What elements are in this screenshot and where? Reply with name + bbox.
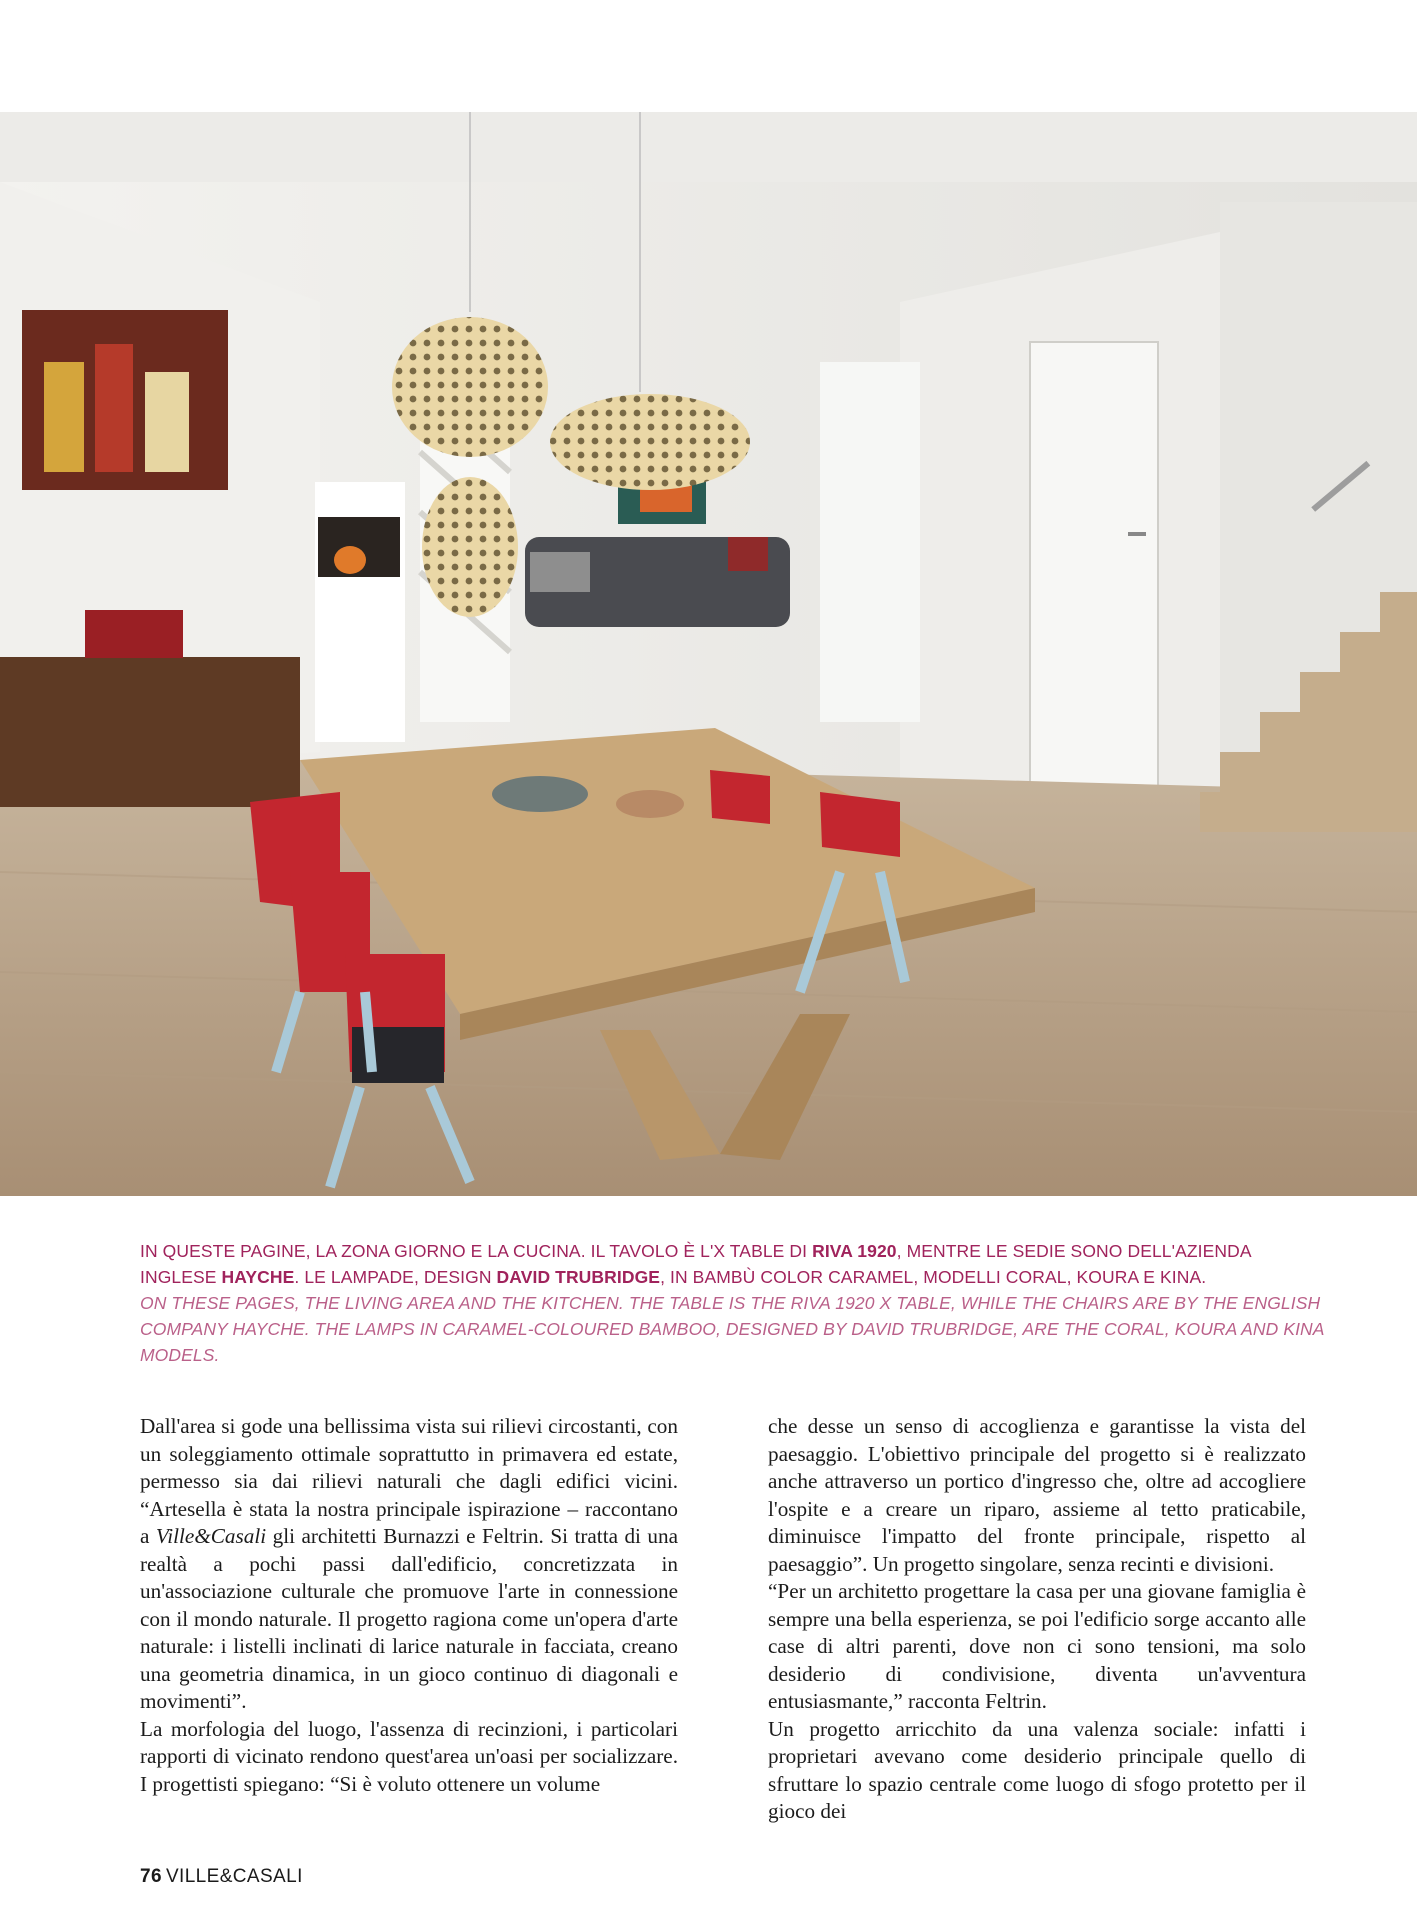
body-paragraph: “Per un architetto progettare la casa per una giovane famiglia è sempre una bella esperienza, se poi l'edificio sorge accanto alle case di altri parenti, dove non ci sono tensioni, ma solo desiderio di condivisione, diventa un'avventura entusiasmante,” racconta Feltrin. [768, 1579, 1306, 1713]
page-number: 76 [140, 1866, 162, 1887]
magazine-name: Ville&Casali [155, 1524, 267, 1548]
body-text: Dall'area si gode una bellissima vista sui rilievi circostanti, con un soleggiamento ottimale soprattutto in primavera ed estate, permesso sia dai rilievi naturali che dagli edifici vicini. “Artesella è stata la nostra principale ispirazione – raccontano a [140, 1414, 678, 1548]
body-paragraph [140, 1413, 678, 1716]
bowl [492, 776, 588, 812]
caption-text: IN QUESTE PAGINE, LA ZONA GIORNO E LA CUCINA. IL TAVOLO È L'X TABLE DI [140, 1241, 813, 1261]
page-folio [140, 1866, 303, 1888]
sideboard [0, 657, 300, 807]
caption-italian [140, 1238, 1325, 1290]
body-paragraph: che desse un senso di accoglienza e garantisse la vista del paesaggio. L'obiettivo principale del progetto si è realizzato anche attraverso un portico d'ingresso che, oltre ad accogliere l'ospite e a creare un riparo, assieme al tetto praticabile, diminuisce l'impatto del fronte principale, rispetto al paesaggio”. Un progetto singolare, senza recinti e divisioni. [768, 1414, 1306, 1576]
caption-text: . LE LAMPADE, DESIGN [294, 1267, 497, 1287]
caption-brand: RIVA 1920 [812, 1241, 897, 1261]
magazine-title: VILLE&CASALI [165, 1866, 303, 1887]
body-paragraph: La morfologia del luogo, l'assenza di recinzioni, i particolari rapporti di vicinato rendono quest'area un'oasi per socializzare. I progettisti spiegano: “Si è voluto ottenere un volume [140, 1716, 678, 1796]
pendant-lamp-coral [392, 317, 548, 457]
photo-caption [140, 1238, 1325, 1368]
caption-english: ON THESE PAGES, THE LIVING AREA AND THE KITCHEN. THE TABLE IS THE RIVA 1920 X TABLE, WHILE THE CHAIRS ARE BY THE ENGLISH COMPANY HAYCHE. THE LAMPS IN CARAMEL-COLOURED BAMBOO, DESIGNED BY DAVID TRUBRIDGE, ARE THE CORAL, KOURA AND KINA MODELS. [140, 1293, 1324, 1365]
caption-designer: DAVID TRUBRIDGE [496, 1267, 661, 1287]
body-column-left [140, 1413, 678, 1798]
body-text: gli architetti Burnazzi e Feltrin. Si tratta di una realtà a pochi passi dall'edificio, concretizzata in un'associazione culturale che promuove l'arte in connessione con il mondo naturale. Il progetto ragiona come un'opera d'arte naturale: i listelli inclinati di larice naturale in facciata, creano una geometria dinamica, in un gioco continuo di diagonali e movimenti”. [140, 1524, 679, 1713]
pendant-lamp-kina [422, 477, 518, 617]
pendant-lamp-koura [550, 394, 750, 490]
body-column-right [768, 1413, 1306, 1826]
door [1030, 342, 1158, 812]
body-paragraph: Un progetto arricchito da una valenza sociale: infatti i proprietari avevano come desiderio principale quello di sfruttare lo spazio centrale come luogo di sfogo protetto per il gioco dei [768, 1716, 1306, 1823]
interior-illustration [0, 112, 1417, 1196]
dining-room-photo [0, 112, 1417, 1196]
caption-text: , IN BAMBÙ COLOR CARAMEL, MODELLI CORAL, KOURA E KINA. [660, 1267, 1207, 1287]
caption-brand: HAYCHE [221, 1267, 295, 1287]
caption-text: , MENTRE LE SEDIE SONO DELL'AZIENDA INGLESE [140, 1241, 1251, 1287]
